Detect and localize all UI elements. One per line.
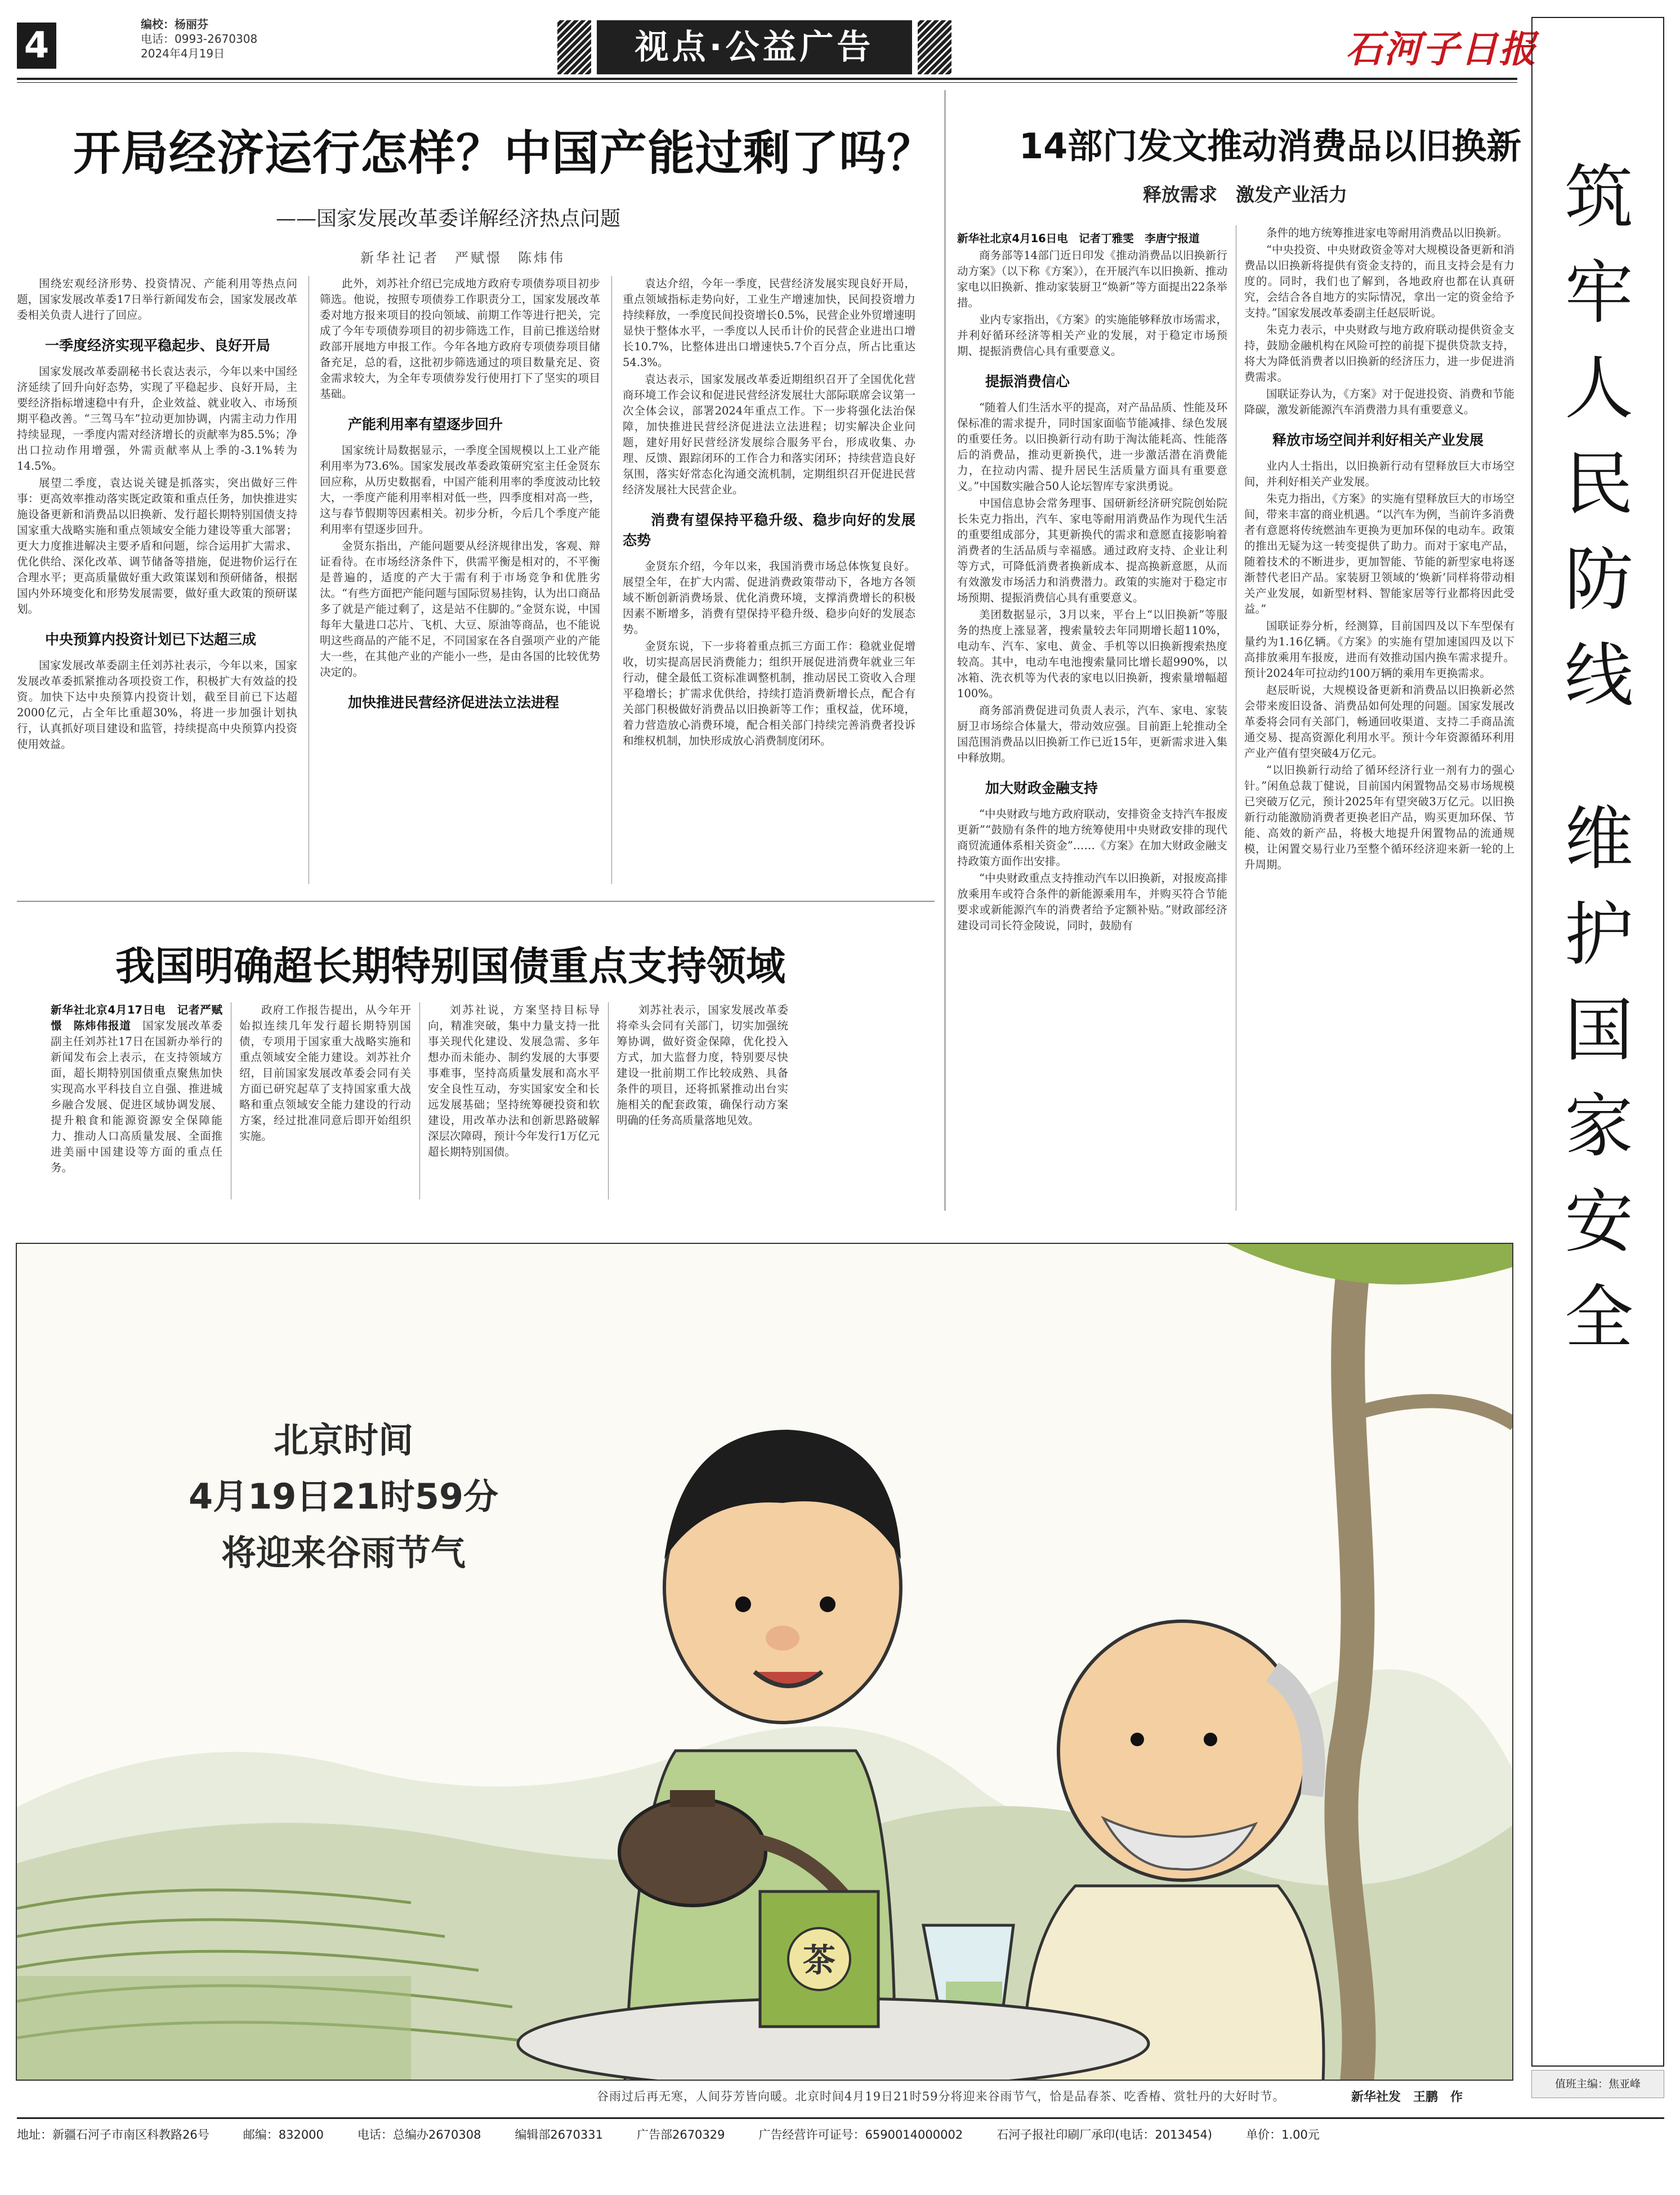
slogan-text bbox=[1532, 18, 1663, 1358]
slogan-char: 牢 bbox=[1565, 253, 1633, 333]
paragraph: 此外，刘苏社介绍已完成地方政府专项债券项目初步筛选。他说，按照专项债券工作职责分工，国家发展改革委对地方报来项目的投向领域、前期工作等进行把关，完成了今年专项债券项目的初步筛选工作，目前已推送给财政部开展地方申报工作。今年各地方政府专项债券项目储备充足，总的看，这批初步筛选通过的项目数量充足、资金需求较大，为全年专项债券发行使用打下了坚实的项目基础。 bbox=[320, 277, 600, 400]
article1-byline: 新华社记者 严赋憬 陈炜伟 bbox=[360, 250, 565, 266]
cartoon-drawing bbox=[17, 1244, 1513, 2081]
phone-line: 电话：0993-2670308 bbox=[141, 32, 258, 46]
article3-column-2 bbox=[1244, 225, 1514, 1216]
paragraph: “中央投资、中央财政资金等对大规模设备更新和消费品以旧换新将提供有资金支持的，而且支持会是有力度的。同时，我们也了解到，各地政府也都在认真研究，会结合各自地方的实际情况，拿出一定的资金给予支持。”国家发展改革委副主任赵辰昕说。 bbox=[1244, 243, 1514, 319]
section-title bbox=[597, 20, 912, 74]
slogan-char: 人 bbox=[1565, 349, 1633, 429]
paragraph: 袁达表示，国家发展改革委近期组织召开了全国优化营商环境工作会议和促进民营经济发展壮大部际联席会议第一次全体会议，部署2024年重点工作。下一步将强化法治保障，加快推进民营经济促进法立法进程；切实解决企业问题，建好用好民营经济发展综合服务平台，形成收集、办理、反馈、跟踪闭环的工作合力和落实闭环；持续营造良好氛围，落实好常态化沟通交流机制，定期组织召开促进民营经济发展社大民营企业。 bbox=[623, 373, 915, 496]
paragraph: “随着人们生活水平的提高，对产品品质、性能及环保标准的需求提升，同时国家面临节能减排、绿色发展的重要任务。以旧换新行动有助于淘汰能耗高、性能落后的消费品，推动更新换代，进一步激活潜在消费能力，在拉动内需、提升居民生活质量方面具有重要意义。”中国数实融合50人论坛智库专家洪勇说。 bbox=[957, 401, 1227, 493]
footer-phone: 电话：总编办2670308 bbox=[357, 2128, 481, 2142]
article2-text-1: 国家发展改革委副主任刘苏社17日在国新办举行的新闻发布会上表示，在支持领域方面，超长期特别国债重点聚焦加快实现高水平科技自立自强、推进城乡融合发展、促进区域协调发展、提升粮食和能源资源安全保障能力、推动人口高质量发展、全面推进美丽中国建设等方面的重点任务。 bbox=[51, 1019, 222, 1174]
editor-line: 编校：杨丽芬 bbox=[141, 17, 208, 31]
paragraph: 袁达介绍，今年一季度，民营经济发展实现良好开局，重点领域指标走势向好，工业生产增速加快，民间投资增力持续释放，一季度民间投资增长0.5%，民营企业外贸增速明显快于整体水平，一季度以人民币计价的民营企业进出口增长10.7%，比整体进出口增速快5.7个百分点，所占比重达54.3%。 bbox=[623, 277, 915, 369]
slogan-char: 安 bbox=[1565, 1182, 1633, 1262]
article1-subtitle: ——国家发展改革委详解经济热点问题 bbox=[276, 207, 621, 230]
cartoon-sign-line1: 北京时间 bbox=[273, 1420, 414, 1461]
paragraph: 业内人士指出，以旧换新行动有望释放巨大市场空间，并利好相关产业发展。 bbox=[1244, 459, 1514, 488]
paragraph: “中央财政重点支持推动汽车以旧换新，对报废高排放乘用车或符合条件的新能源乘用车，并购买符合节能要求或新能源汽车的消费者给予定额补贴。”财政部经济建设司司长符金陵说，同时，鼓励有 bbox=[957, 872, 1227, 932]
paragraph: “中央财政与地方政府联动，安排资金支持汽车报废更新”“鼓励有条件的地方统筹使用中央财政安排的现代商贸流通体系相关资金”……《方案》在加大财政金融支持政策方面作出安排。 bbox=[957, 807, 1227, 868]
slogan-char: 民 bbox=[1565, 444, 1633, 524]
hatch-decoration-right bbox=[918, 20, 951, 74]
article2-text-2: 政府工作报告提出，从今年开始拟连续几年发行超长期特别国债，专项用于国家重大战略实施和重点领域安全能力建设。刘苏社介绍，目前国家发展改革委会同有关方面已研究起草了支持国家重大战略和重点领域安全能力建设的行动方案，经过批准同意后即开始组织实施。 bbox=[239, 1003, 411, 1143]
footer-postcode: 邮编：832000 bbox=[243, 2128, 324, 2142]
paragraph: 围绕宏观经济形势、投资情况、产能利用等热点问题，国家发展改革委17日举行新闻发布会，国家发展改革委相关负责人进行了回应。 bbox=[17, 277, 297, 322]
section-heading: 消费有望保持平稳升级、稳步向好的发展态势 bbox=[623, 512, 915, 548]
paragraph: 朱克力表示，中央财政与地方政府联动提供资金支持，鼓励金融机构在风险可控的前提下提供贷款支持，将大为降低消费者以旧换新的经济压力，进一步促进消费需求。 bbox=[1244, 323, 1514, 383]
section-heading: 中央预算内投资计划已下达超三成 bbox=[45, 631, 257, 648]
paragraph: 商务部等14部门近日印发《推动消费品以旧换新行动方案》（以下称《方案》），在开展汽车以旧换新、推动家电以旧换新、推动家装厨卫“焕新”等方面提出22条举措。 bbox=[957, 249, 1227, 309]
cartoon-sign-line3: 将迎来谷雨节气 bbox=[221, 1532, 466, 1573]
column-divider bbox=[611, 276, 612, 884]
article2-top-rule bbox=[17, 901, 935, 902]
slogan-char: 维 bbox=[1565, 799, 1633, 879]
header-meta bbox=[141, 17, 257, 61]
article3-column-1 bbox=[957, 231, 1227, 1222]
article3-subtitle: 释放需求 激发产业活力 bbox=[1143, 184, 1347, 206]
page-number: 4 bbox=[17, 23, 56, 69]
footer-price: 单价：1.00元 bbox=[1246, 2128, 1320, 2142]
paragraph: 中国信息协会常务理事、国研新经济研究院创始院长朱克力指出，汽车、家电等耐用消费品作为现代生活的重要组成部分，其更新换代的需求和意愿直接影响着消费者的生活品质与幸福感。通过政府支持、企业让利等方式，可降低消费者换新成本、提高换新意愿，从而有效激发市场活力和消费潜力。政策的实施对于稳定市场预期、提振消费信心具有重要意义。 bbox=[957, 497, 1227, 604]
tea-box-label: 茶 bbox=[802, 1941, 836, 1979]
article2-text-4: 刘苏社表示，国家发展改革委将牵头会同有关部门，切实加强统筹协调，做好资金保障，优化投入方式，加大监督力度，特别要尽快建设一批前期工作比较成熟、具备条件的项目，还将抓紧推动出台实施相关的配套政策，确保行动方案明确的任务高质量落地见效。 bbox=[616, 1003, 788, 1127]
footer-address: 地址：新疆石河子市南区科教路26号 bbox=[17, 2128, 209, 2142]
slogan-char: 护 bbox=[1565, 895, 1633, 975]
paragraph: 国联证券认为，《方案》对于促进投资、消费和节能降碳，激发新能源汽车消费潜力具有重要意义。 bbox=[1244, 387, 1514, 416]
footer-rule bbox=[17, 2117, 1664, 2119]
tea-box-drawing bbox=[760, 1891, 878, 2027]
paragraph: 国家发展改革委副主任刘苏社表示，今年以来，国家发展改革委抓紧推动各项投资工作，积极扩大有效益的投资。加快下达中央预算内投资计划，截至目前已下达超2000亿元，占全年比重超30%，将进一步加强计划执行，认真抓好项目建设和监管，持续提高中央预算内投资使用效益。 bbox=[17, 659, 297, 751]
paragraph: 国家发展改革委副秘书长袁达表示，今年以来中国经济延续了回升向好态势，实现了平稳起步、良好开局，主要经济指标增速稳中有升，企业效益、就业收入、市场预期平稳改善。“三驾马车”拉动更加协调，内需主动力作用持续显现，一季度内需对经济增长的贡献率为85.5%；净出口拉动作用增强，外需贡献率从上季的-3.1%转为14.5%。 bbox=[17, 365, 297, 472]
footer-printer: 石河子报社印刷厂承印(电话：2013454) bbox=[997, 2128, 1213, 2142]
article2-text-3: 刘苏社说，方案坚持目标导向，精准突破，集中力量支持一批事关现代化建设、发展急需、多年想办而未能办、制约发展的大事要事难事，坚持高质量发展和高水平安全良性互动，夯实国家安全和长远发展基础；坚持统筹硬投资和软建设，用改革办法和创新思路破解深层次障碍，预计今年发行1万亿元超长期特别国债。 bbox=[428, 1003, 600, 1158]
cartoon-illustration bbox=[16, 1243, 1513, 2081]
paragraph: “以旧换新行动给了循环经济行业一剂有力的强心针。”闲鱼总裁丁健说，目前国内闲置物品交易市场规模已突破万亿元，预计2025年有望突破3万亿元。以旧换新行动能激励消费者更换老旧产品，购买更加环保、节能、高效的新产品，将极大地提升闲置物品的流通规模，让闲置交易行业乃至整个循环经济迎来新一轮的上升周期。 bbox=[1244, 764, 1514, 871]
article2-column-2 bbox=[239, 1002, 411, 1211]
footer-license: 广告经营许可证号：6590014000002 bbox=[758, 2128, 963, 2142]
section-label: 视点·公益广告 bbox=[635, 28, 874, 67]
cartoon-sign-line2: 4月19日21时59分 bbox=[189, 1476, 498, 1517]
duty-editor: 值班主编：焦亚峰 bbox=[1531, 2070, 1664, 2098]
section-heading: 加快推进民营经济促进法立法进程 bbox=[348, 694, 560, 711]
article2-title: 我国明确超长期特别国债重点支持领域 bbox=[115, 943, 785, 989]
slogan-char: 线 bbox=[1565, 636, 1633, 716]
header-rule-thin bbox=[17, 82, 1517, 83]
paragraph: 赵辰昕说，大规模设备更新和消费品以旧换新必然会带来废旧设备、消费品如何处理的问题。国家发展改革委将会同有关部门，畅通回收渠道、支持二手商品流通交易、提高资源化利用水平。预计今年资源循环利用产业产值有望突破4万亿元。 bbox=[1244, 684, 1514, 760]
article1-column-3 bbox=[623, 276, 915, 895]
hatch-decoration-left bbox=[557, 20, 591, 74]
article-lead: 新华社北京4月16日电 记者丁雅雯 李唐宁报道 bbox=[957, 232, 1200, 245]
cartoon-credit: 新华社发 王鹏 作 bbox=[1351, 2090, 1463, 2104]
section-heading: 提振消费信心 bbox=[985, 373, 1070, 390]
slogan-char bbox=[1532, 716, 1665, 784]
date-line: 2024年4月19日 bbox=[141, 47, 225, 60]
slogan-char: 全 bbox=[1565, 1278, 1633, 1358]
slogan-panel bbox=[1531, 17, 1664, 2067]
section-heading: 释放市场空间并利好相关产业发展 bbox=[1272, 432, 1484, 448]
cartoon-caption: 谷雨过后再无寒，人间芬芳皆向暖。北京时间4月19日21时59分将迎来谷雨节气，恰是品春茶、吃香椿、赏牡丹的大好时节。 bbox=[597, 2090, 1285, 2103]
article2-column-3 bbox=[428, 1002, 600, 1211]
section-heading: 一季度经济实现平稳起步、良好开局 bbox=[45, 337, 271, 354]
article2-lead: 新华社北京4月17日电 记者严赋憬 陈炜伟报道 bbox=[51, 1003, 222, 1032]
footer-editorial: 编辑部2670331 bbox=[515, 2128, 603, 2142]
paragraph: 金贤东指出，产能问题要从经济规律出发，客观、辩证看待。在市场经济条件下，供需平衡是相对的，不平衡是普遍的，适度的产大于需有利于市场竞争和优胜劣汰。“有些方面把产能问题与国际贸易挂钩，认为出口商品多了就是产能过剩了，这是站不住脚的。”金贤东说，中国每年大量进口芯片、飞机、大豆、原油等商品，也不能说明这些商品的产能不足，不同国家在各自强项产业的产能大一些，在其他产业的产能小一些，是由各国的比较优势决定的。 bbox=[320, 539, 600, 679]
column-divider bbox=[608, 1002, 609, 1199]
slogan-char: 国 bbox=[1565, 991, 1633, 1070]
paragraph: 金贤东介绍，今年以来，我国消费市场总体恢复良好。展望全年，在扩大内需、促进消费政策带动下，各地方各领域不断创新消费场景、优化消费环境，支撑消费增长的积极因素不断增多，消费有望保持平稳升级、稳步向好的发展态势。 bbox=[623, 560, 915, 636]
header-rule bbox=[17, 78, 1517, 80]
article3-title: 14部门发文推动消费品以旧换新 bbox=[1019, 126, 1522, 167]
paragraph: 金贤东说，下一步将着重点抓三方面工作：稳就业促增收，切实提高居民消费能力；组织开展促进消费年就业三年行动，健全最低工资标准调整机制，推动居民工资收入合理平稳增长；扩需求优供给，持续打造消费新增长点，配合有关部门积极做好消费品以旧换新等工作；重权益，优环境，着力营造放心消费环境，配合相关部门持续完善消费者投诉和维权机制，加快形成放心消费制度闭环。 bbox=[623, 640, 915, 747]
paragraph: 美团数据显示，3月以来，平台上“以旧换新”等服务的热度上涨显著，搜索量较去年同期增长超110%，电动车、汽车、家电、黄金、手机等以旧换新搜索热度较高。其中，电动车电池搜索量同比增长超990%，以冰箱、洗衣机等为代表的家电以旧换新，搜索量增幅超100%。 bbox=[957, 608, 1227, 700]
slogan-char: 筑 bbox=[1565, 157, 1633, 237]
paragraph: 条件的地方统筹推进家电等耐用消费品以旧换新。 bbox=[1266, 226, 1508, 239]
paragraph: 朱克力指出，《方案》的实施有望释放巨大的市场空间，带来丰富的商业机遇。“以汽车为例，当前许多消费者有意愿将传统燃油车更换为更加环保的电动车。政策的推出无疑为这一转变提供了助力。而对于家电产品，随着技术的不断进步，更加智能、节能的新型家电将逐渐替代老旧产品。家装厨卫领域的‘焕新’同样将带动相关产业发展，如新型材料、智能家居等行业都将因此受益。” bbox=[1244, 492, 1514, 615]
column-divider bbox=[419, 1002, 420, 1199]
article2-column-1 bbox=[51, 1002, 222, 1211]
footer bbox=[17, 2126, 1664, 2143]
section-heading: 加大财政金融支持 bbox=[985, 780, 1098, 796]
paragraph: 国联证券分析，经测算，目前国四及以下车型保有量约为1.16亿辆。《方案》的实施有望加速国四及以下高排放乘用车报废，进而有效推动国内换车需求提升。预计2024年可拉动约100万辆的乘用车更换需求。 bbox=[1244, 619, 1514, 680]
paragraph: 展望二季度，袁达说关键是抓落实，突出做好三件事：更高效率推动落实既定政策和重点任务，加快推进实施设备更新和消费品以旧换新、发行超长期特别国债支持国家重大战略实施和重点领域安全能力建设等重大部署；更大力度推进解决主要矛盾和问题，综合运用扩大需求、优化供给、深化改革、调节储备等措施，促进物价运行在合理水平；更高质量做好重大政策谋划和预研储备，根据国内外环境变化和形势发展需要，做好重大政策的预研谋划。 bbox=[17, 476, 297, 615]
article1-column-1 bbox=[17, 276, 297, 895]
footer-ads: 广告部2670329 bbox=[636, 2128, 725, 2142]
paragraph: 业内专家指出，《方案》的实施能够释放市场需求，并利好循环经济等相关产业的发展，对于稳定市场预期、提振消费信心具有重要意义。 bbox=[957, 313, 1227, 358]
masthead-logo: 石河子日报 bbox=[1346, 27, 1537, 71]
article2-column-4 bbox=[616, 1002, 788, 1211]
paragraph: 国家统计局数据显示，一季度全国规模以上工业产能利用率为73.6%。国家发展改革委政策研究室主任金贤东回应称，从历史数据看，中国产能利用率的季度波动比较大，一季度产能利用率相对低一些，四季度相对高一些，这与春节假期等因素相关。初步分析，今后几个季度产能利用率有望逐步回升。 bbox=[320, 444, 600, 536]
slogan-char: 家 bbox=[1565, 1086, 1633, 1166]
paragraph: 商务部消费促进司负责人表示，汽车、家电、家装厨卫市场综合体量大，带动效应强。目前距上轮推动全国范围消费品以旧换新工作已近15年，更新需求进入集中释放期。 bbox=[957, 704, 1227, 764]
section-heading: 产能利用率有望逐步回升 bbox=[348, 416, 503, 432]
slogan-char: 防 bbox=[1565, 540, 1633, 620]
article1-column-2 bbox=[320, 276, 600, 895]
article1-title: 开局经济运行怎样？中国产能过剩了吗？ bbox=[73, 126, 935, 181]
